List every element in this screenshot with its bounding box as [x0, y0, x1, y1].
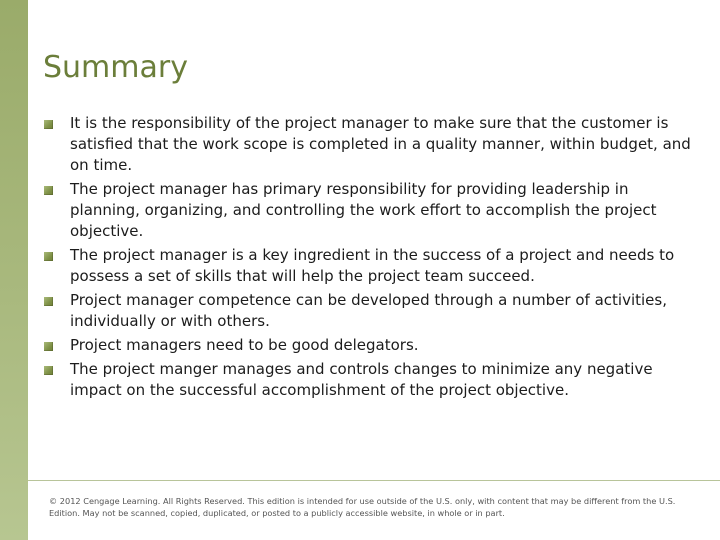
- copyright-footer: © 2012 Cengage Learning. All Rights Reserved. This edition is intended for use outside of the U.S. only, with content that may be different from the U.S. Edition. May not be scanned, copied, duplicated, or posted to a publicly accessible website, in whole or in part.: [49, 496, 676, 518]
- footer-divider: [28, 480, 720, 481]
- square-bullet-icon: [44, 252, 53, 261]
- bullet-text: The project manger manages and controls changes to minimize any negative impact on the successful accomplishment of the project objective.: [70, 360, 653, 399]
- bullet-item: [40, 179, 700, 242]
- square-bullet-icon: [44, 120, 53, 129]
- bullet-text: It is the responsibility of the project manager to make sure that the customer is satisfied that the work scope is completed in a quality manner, within budget, and on time.: [70, 114, 691, 174]
- bullet-item: [40, 359, 700, 401]
- bullet-item: [40, 290, 700, 332]
- slide-title: Summary: [43, 50, 188, 85]
- bullet-text: Project manager competence can be developed through a number of activities, individually or with others.: [70, 291, 667, 330]
- square-bullet-icon: [44, 366, 53, 375]
- bullet-item: [40, 113, 700, 176]
- left-accent-bar: [0, 0, 28, 540]
- bullet-list: [40, 113, 700, 404]
- bullet-text: The project manager has primary responsibility for providing leadership in planning, organizing, and controlling the work effort to accomplish the project objective.: [70, 180, 657, 240]
- bullet-text: Project managers need to be good delegators.: [70, 336, 419, 354]
- bullet-item: [40, 245, 700, 287]
- bullet-item: [40, 335, 700, 356]
- square-bullet-icon: [44, 297, 53, 306]
- square-bullet-icon: [44, 186, 53, 195]
- bullet-text: The project manager is a key ingredient in the success of a project and needs to possess a set of skills that will help the project team succeed.: [70, 246, 675, 285]
- square-bullet-icon: [44, 342, 53, 351]
